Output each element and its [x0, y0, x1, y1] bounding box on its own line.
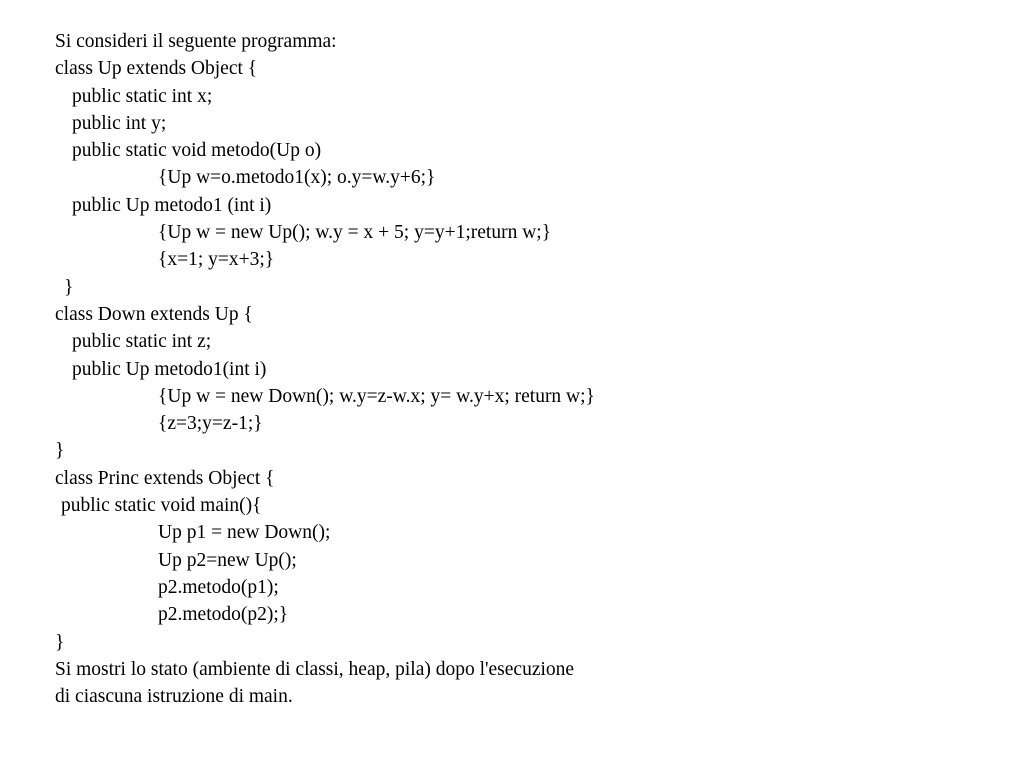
code-line: p2.metodo(p1);	[158, 576, 279, 598]
code-line: {z=3;y=z-1;}	[158, 413, 263, 435]
code-line: {Up w = new Up(); w.y = x + 5; y=y+1;return w;}	[158, 222, 552, 244]
code-line: {x=1; y=x+3;}	[158, 249, 275, 271]
code-line: {Up w = new Down(); w.y=z-w.x; y= w.y+x; return w;}	[158, 385, 595, 407]
code-line: p2.metodo(p2);}	[158, 604, 289, 626]
question-line: Si mostri lo stato (ambiente di classi, heap, pila) dopo l'esecuzione	[55, 658, 575, 680]
code-line: Up p1 = new Down();	[158, 522, 331, 544]
code-line: public static void main(){	[61, 495, 262, 517]
code-line: }	[64, 276, 74, 298]
code-line: public Up metodo1 (int i)	[72, 194, 272, 216]
code-line: public static void metodo(Up o)	[72, 140, 322, 162]
code-line: }	[55, 631, 65, 653]
code-line: {Up w=o.metodo1(x); o.y=w.y+6;}	[158, 167, 436, 189]
code-line: class Up extends Object {	[55, 58, 258, 80]
code-line: public int y;	[72, 112, 167, 134]
code-line: class Princ extends Object {	[55, 467, 275, 489]
exercise-text	[55, 28, 595, 710]
code-line: public static int x;	[72, 85, 213, 107]
code-line: public Up metodo1(int i)	[72, 358, 267, 380]
intro-line: Si consideri il seguente programma:	[55, 31, 337, 52]
question-line: di ciascuna istruzione di main.	[55, 686, 293, 708]
code-line: class Down extends Up {	[55, 303, 253, 325]
code-line: public static int z;	[72, 331, 212, 353]
code-line: }	[55, 440, 65, 462]
code-line: Up p2=new Up();	[158, 549, 297, 571]
